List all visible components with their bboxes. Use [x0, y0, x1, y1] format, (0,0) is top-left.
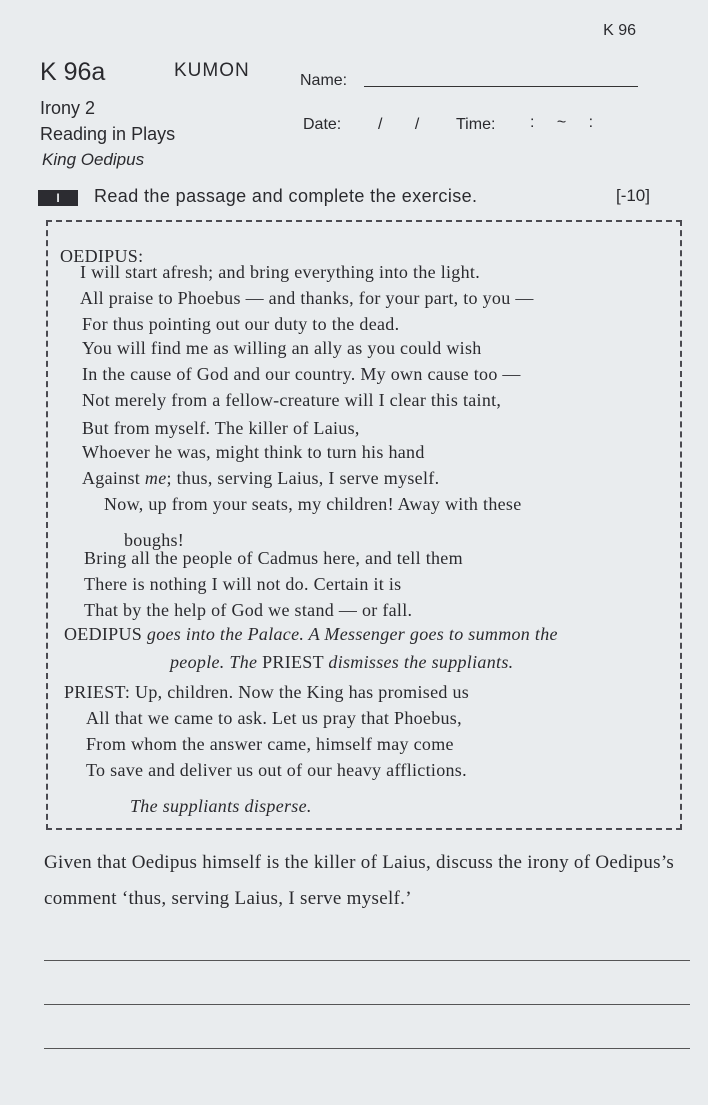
passage-text: ; thus, serving Laius, I serve myself.	[166, 468, 440, 488]
passage-line: To save and deliver us out of our heavy afflictions.	[86, 760, 467, 780]
answer-line[interactable]	[44, 1004, 690, 1005]
passage-line: But from myself. The killer of Laius,	[82, 418, 360, 438]
passage-line: For thus pointing out our duty to the dead.	[82, 314, 400, 334]
topic-title: Irony 2	[40, 98, 96, 118]
passage-line: Not merely from a fellow-creature will I clear this taint,	[82, 390, 502, 410]
topic-subtitle: Reading in Plays	[40, 124, 176, 144]
stage-direction-text: goes into the Palace. A Messenger goes to summon the	[146, 624, 558, 644]
passage-line: Now, up from your seats, my children! Away with these	[104, 494, 522, 514]
emphasis-text: me	[144, 468, 167, 488]
question-text: Given that Oedipus himself is the killer of Laius, discuss the irony of Oedipus’s comment ‘thus, serving Laius, I serve myself.’	[44, 852, 675, 909]
stage-direction	[170, 652, 513, 673]
stage-direction-text: people. The	[170, 652, 258, 672]
passage-line: That by the help of God we stand — or fall.	[84, 600, 413, 620]
passage-line: Whoever he was, might think to turn his hand	[82, 442, 425, 462]
score-value: [-10]	[615, 186, 650, 205]
passage-line: All praise to Phoebus — and thanks, for your part, to you —	[80, 288, 534, 308]
name-field[interactable]	[364, 86, 638, 87]
passage-line	[82, 468, 439, 489]
section-badge: I	[38, 190, 78, 206]
instruction-text: Read the passage and complete the exercise.	[94, 186, 478, 206]
answer-line[interactable]	[44, 1048, 690, 1049]
passage-line: boughs!	[124, 530, 185, 550]
passage-line: Bring all the people of Cadmus here, and tell them	[84, 548, 463, 568]
speaker-label: OEDIPUS:	[60, 246, 144, 266]
text-title: King Oedipus	[42, 150, 145, 169]
passage-line: You will find me as willing an ally as you could wish	[82, 338, 482, 358]
name-label: Name:	[300, 72, 348, 89]
time-label: Time:	[456, 116, 496, 133]
time-field[interactable]: : ~ :	[530, 114, 594, 131]
character-name: PRIEST	[262, 652, 324, 672]
passage-line: All that we came to ask. Let us pray that Phoebus,	[86, 708, 462, 728]
date-field[interactable]: / /	[378, 116, 420, 133]
passage-text: Against	[82, 468, 141, 488]
worksheet-code: K 96	[603, 22, 636, 39]
stage-direction	[64, 624, 558, 645]
worksheet-level-code: K 96a	[40, 58, 106, 86]
brand-logo: KUMON	[174, 60, 250, 81]
passage-line: There is nothing I will not do. Certain it is	[84, 574, 402, 594]
stage-direction-text: dismisses the suppliants.	[328, 652, 514, 672]
passage-line: In the cause of God and our country. My own cause too —	[82, 364, 521, 384]
character-name: OEDIPUS	[64, 624, 143, 644]
passage-line: From whom the answer came, himself may come	[86, 734, 454, 754]
answer-line[interactable]	[44, 960, 690, 961]
passage-line: I will start afresh; and bring everything into the light.	[80, 262, 481, 282]
stage-direction: The suppliants disperse.	[130, 796, 312, 816]
passage-line: PRIEST: Up, children. Now the King has promised us	[64, 682, 470, 702]
date-label: Date:	[303, 116, 342, 133]
